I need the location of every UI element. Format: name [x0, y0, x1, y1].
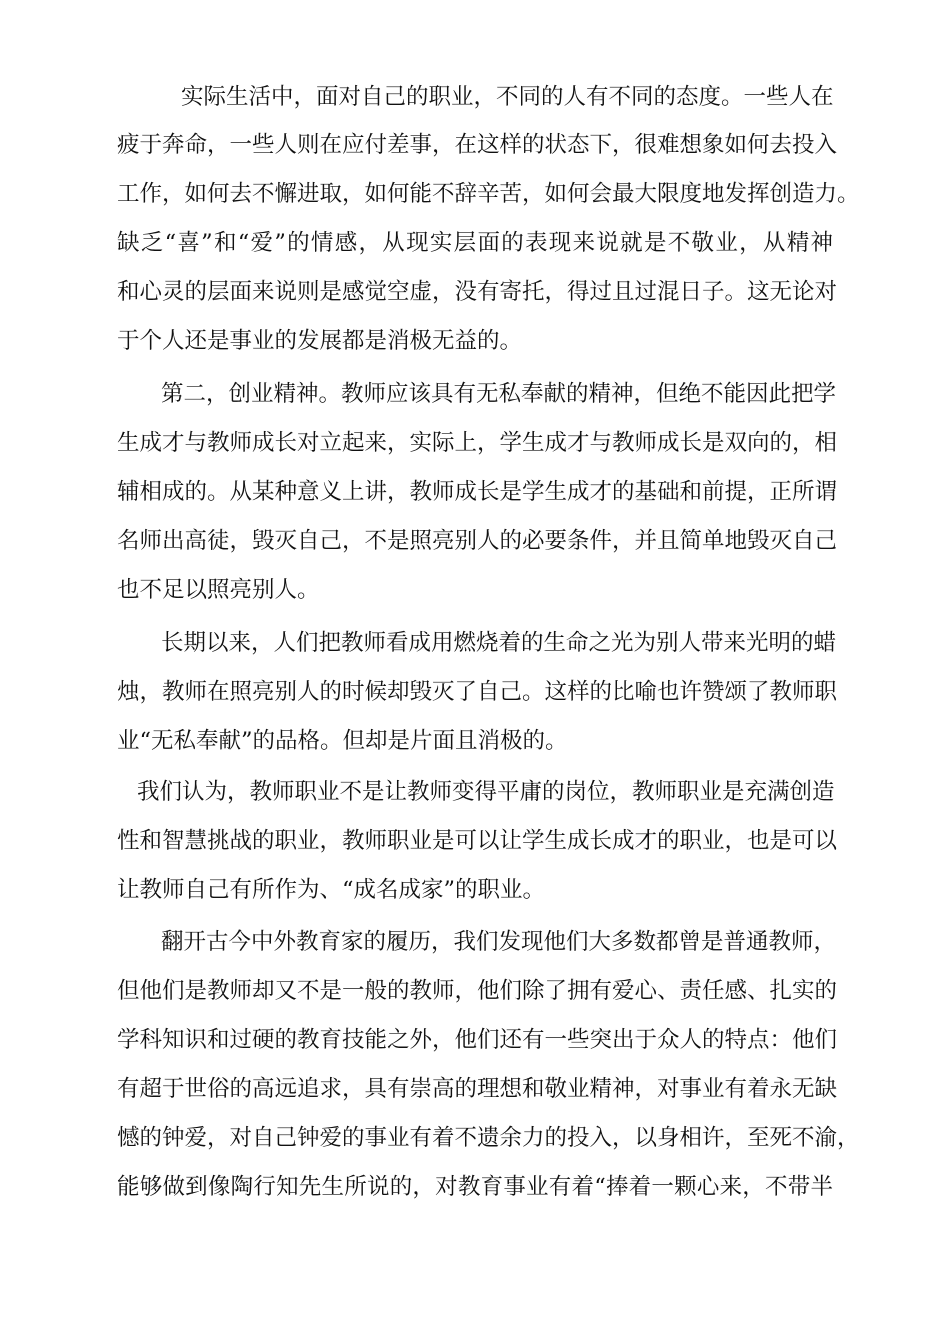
text-line: 疲于奔命，一些人则在应付差事，在这样的状态下，很难想象如何去投入 — [117, 132, 838, 158]
text-line: 憾的钟爱，对自己钟爱的事业有着不遗余力的投入，以身相许，至死不渝， — [117, 1125, 860, 1151]
text-line: 缺乏“喜”和“爱”的情感，从现实层面的表现来说就是不敬业，从精神 — [117, 230, 833, 256]
text-line: 实际生活中，面对自己的职业，不同的人有不同的态度。一些人在 — [181, 84, 834, 110]
text-line: 名师出高徒，毁灭自己，不是照亮别人的必要条件，并且简单地毁灭自己 — [117, 528, 838, 554]
text-line: 学科知识和过硬的教育技能之外，他们还有一些突出于众人的特点：他们 — [117, 1027, 838, 1053]
text-line: 长期以来，人们把教师看成用燃烧着的生命之光为别人带来光明的蜡 — [161, 630, 837, 656]
text-line: 于个人还是事业的发展都是消极无益的。 — [117, 328, 523, 354]
text-line: 有超于世俗的高远追求，具有崇高的理想和敬业精神，对事业有着永无缺 — [117, 1076, 838, 1102]
text-line: 烛，教师在照亮别人的时候却毁灭了自己。这样的比喻也许赞颂了教师职 — [117, 679, 838, 705]
text-line: 也不足以照亮别人。 — [117, 577, 320, 603]
text-line: 能够做到像陶行知先生所说的，对教育事业有着“捧着一颗心来，不带半 — [117, 1174, 833, 1200]
text-line: 生成才与教师成长对立起来，实际上，学生成才与教师成长是双向的，相 — [117, 430, 838, 456]
text-line: 让教师自己有所作为、“成名成家”的职业。 — [117, 877, 546, 903]
text-line: 和心灵的层面来说则是感觉空虚，没有寄托，得过且过混日子。这无论对 — [117, 279, 838, 305]
text-line: 性和智慧挑战的职业，教师职业是可以让学生成长成才的职业，也是可以 — [117, 828, 838, 854]
text-line: 工作，如何去不懈进取，如何能不辞辛苦，如何会最大限度地发挥创造力。 — [117, 181, 860, 207]
text-line: 辅相成的。从某种意义上讲，教师成长是学生成才的基础和前提，正所谓 — [117, 479, 838, 505]
text-line: 但他们是教师却又不是一般的教师，他们除了拥有爱心、责任感、扎实的 — [117, 978, 838, 1004]
text-line: 我们认为，教师职业不是让教师变得平庸的岗位，教师职业是充满创造 — [137, 779, 835, 805]
text-line: 业“无私奉献”的品格。但却是片面且消极的。 — [117, 728, 568, 754]
text-line: 第二，创业精神。教师应该具有无私奉献的精神，但绝不能因此把学 — [161, 381, 837, 407]
text-line: 翻开古今中外教育家的履历，我们发现他们大多数都曾是普通教师， — [161, 929, 837, 955]
